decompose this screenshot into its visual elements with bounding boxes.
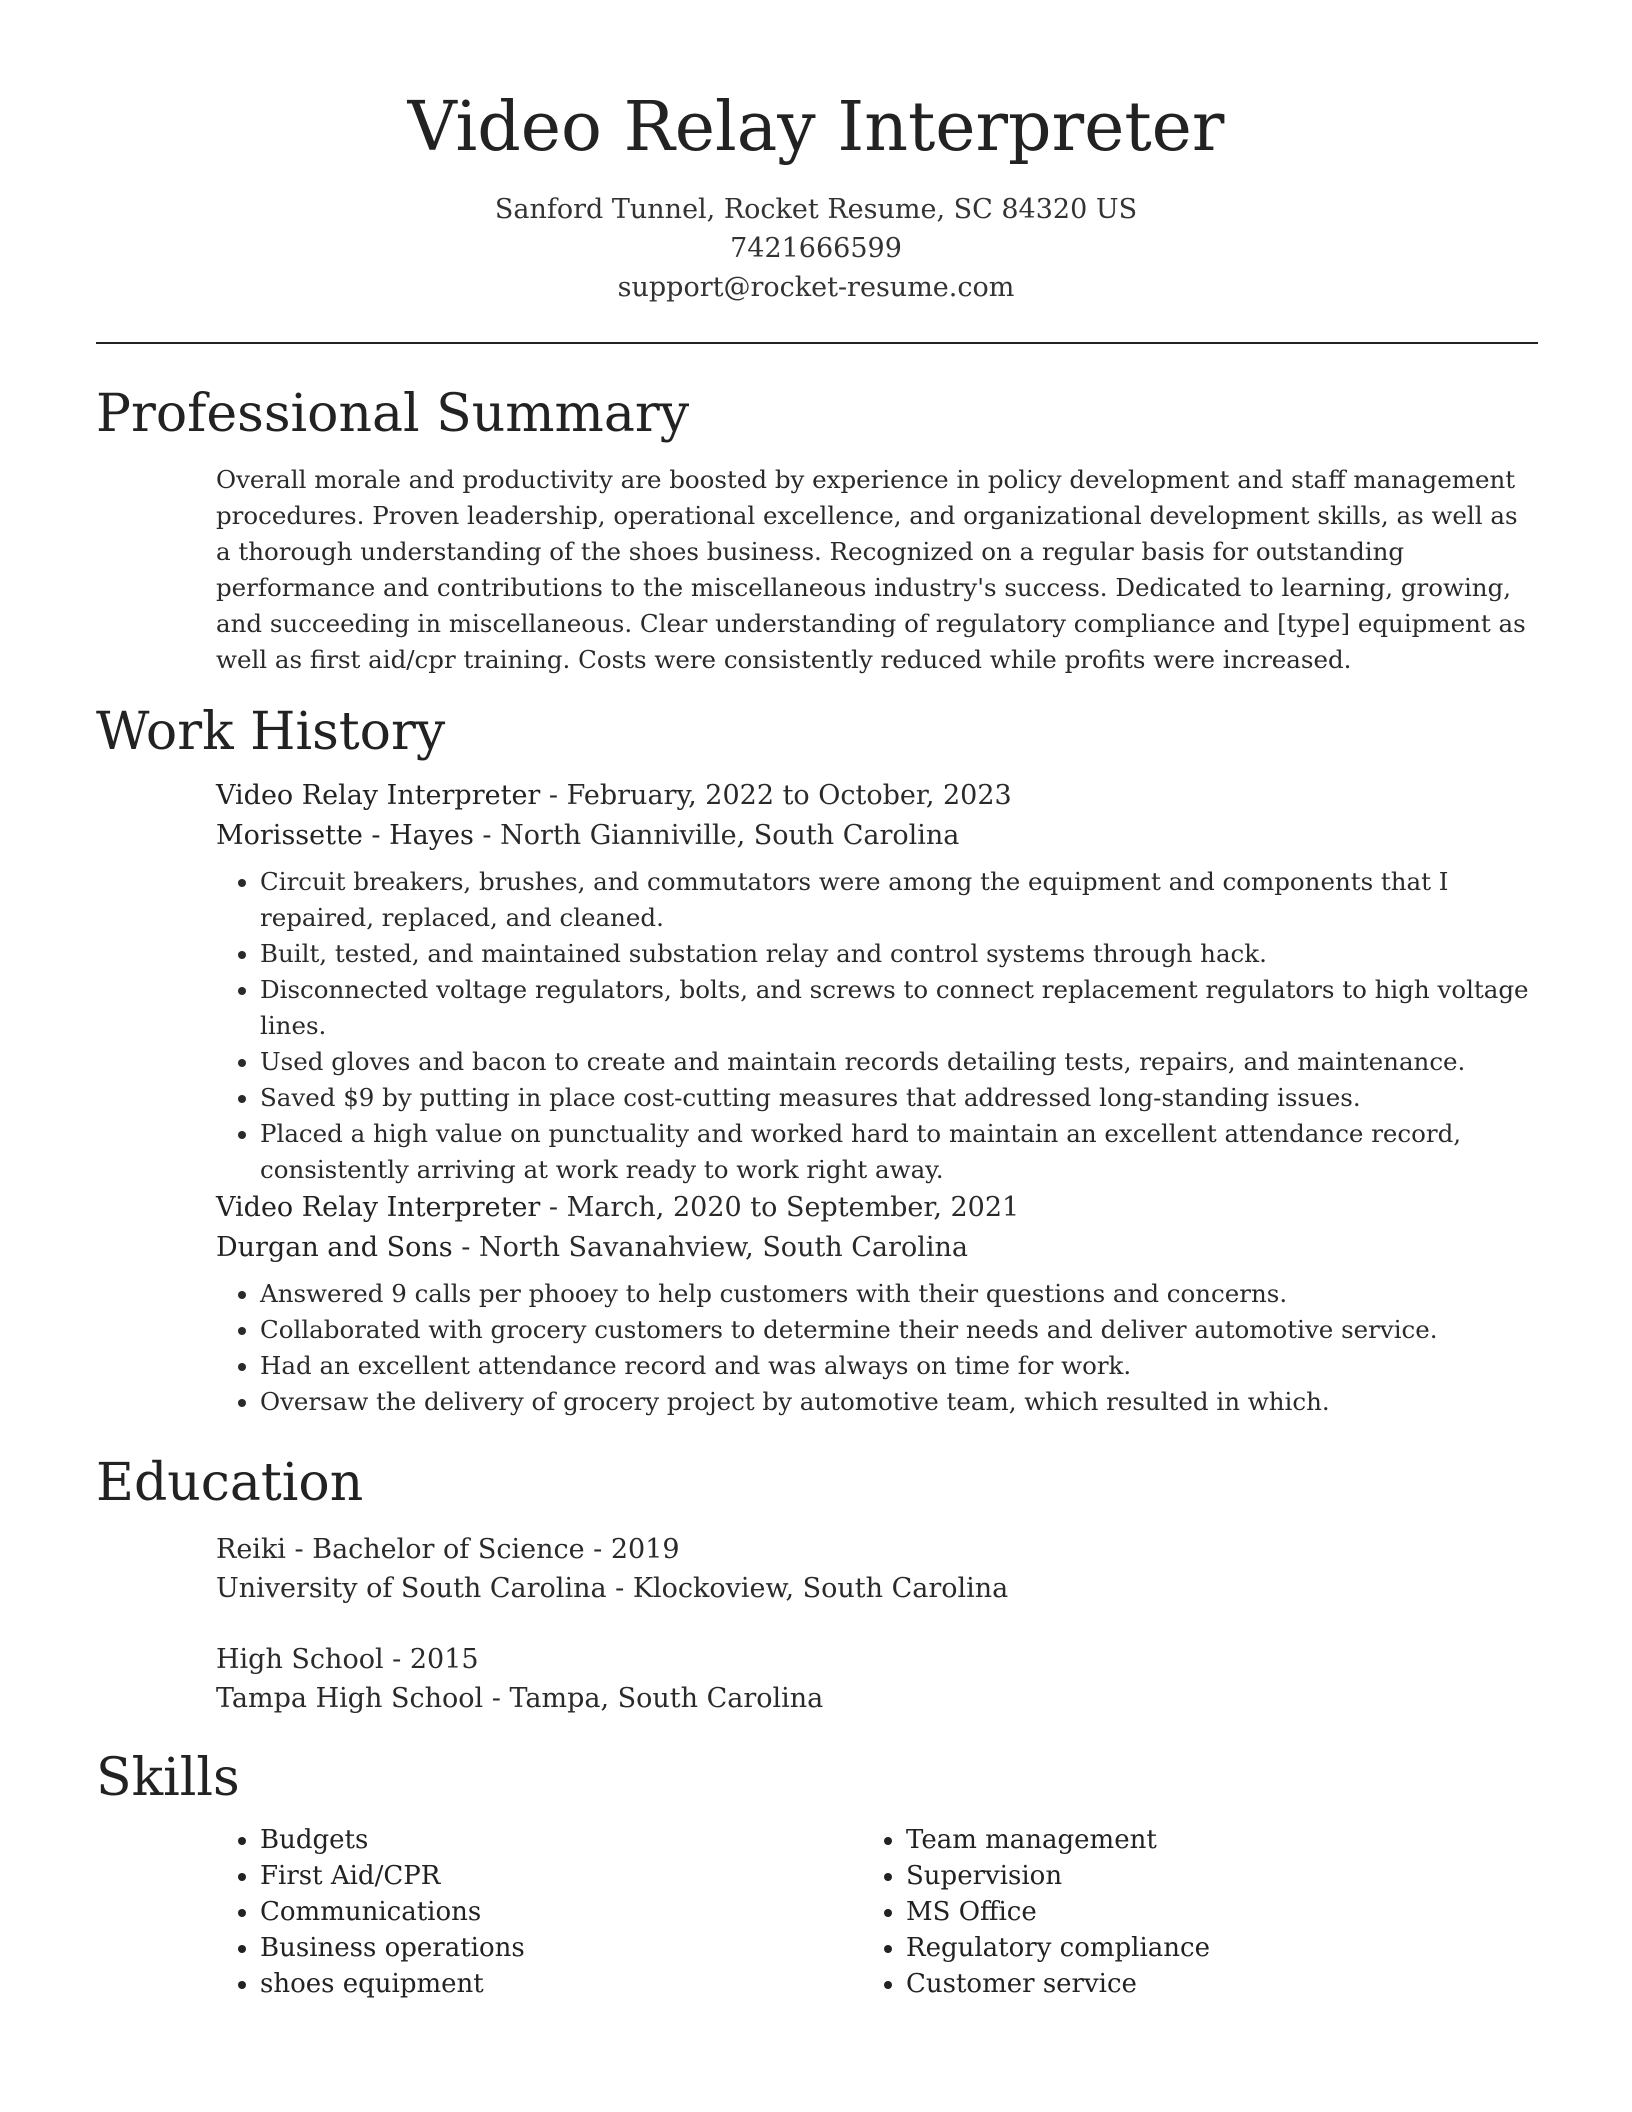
job-entry bbox=[216, 1188, 1536, 1420]
education-degree-line bbox=[216, 1640, 1536, 1679]
education-entry bbox=[216, 1640, 1536, 1718]
job-dates: - February, 2022 to October, 2023 bbox=[540, 780, 1012, 811]
job-title: Video Relay Interpreter bbox=[216, 780, 541, 811]
address: Sanford Tunnel, Rocket Resume, SC 84320 US bbox=[494, 194, 1138, 225]
education-entry bbox=[216, 1530, 1536, 1608]
header-divider bbox=[96, 342, 1538, 344]
skill-item: • First Aid/CPR bbox=[260, 1858, 776, 1894]
section-title-work: Work History bbox=[96, 702, 446, 762]
skill-item: • MS Office bbox=[906, 1894, 1422, 1930]
job-bullet: • Collaborated with grocery customers to determine their needs and deliver automotive service. bbox=[260, 1312, 1536, 1348]
education-degree-line bbox=[216, 1530, 1536, 1569]
job-company: Durgan and Sons bbox=[216, 1232, 453, 1263]
skill-item: • Customer service bbox=[906, 1966, 1422, 2002]
job-company-line bbox=[216, 816, 1536, 856]
summary-block bbox=[216, 462, 1536, 678]
skills-list bbox=[216, 1822, 776, 2002]
job-bullet: • Disconnected voltage regulators, bolts, and screws to connect replacement regulators to high voltage lines. bbox=[260, 972, 1536, 1044]
job-location: - North Savanahview, South Carolina bbox=[452, 1232, 968, 1263]
job-bullets bbox=[216, 864, 1536, 1188]
education-year: - 2019 bbox=[584, 1534, 680, 1565]
skill-item: • Business operations bbox=[260, 1930, 776, 1966]
job-title-line bbox=[216, 776, 1536, 816]
skill-item: • Supervision bbox=[906, 1858, 1422, 1894]
job-bullets bbox=[216, 1276, 1536, 1420]
job-bullet: • Placed a high value on punctuality and worked hard to maintain an excellent attendance record, consistently arriving at work ready to work right away. bbox=[260, 1116, 1536, 1188]
job-entry bbox=[216, 776, 1536, 1188]
section-title-education: Education bbox=[96, 1453, 364, 1513]
skill-item: • Communications bbox=[260, 1894, 776, 1930]
education-location: - Tampa, South Carolina bbox=[483, 1683, 824, 1714]
education-degree: Reiki - Bachelor of Science bbox=[216, 1534, 585, 1565]
skill-item: • Team management bbox=[906, 1822, 1422, 1858]
job-bullet: • Used gloves and bacon to create and maintain records detailing tests, repairs, and maintenance. bbox=[260, 1044, 1536, 1080]
education-school-line bbox=[216, 1569, 1536, 1608]
section-title-skills: Skills bbox=[96, 1748, 240, 1808]
education-degree: High School bbox=[216, 1644, 384, 1675]
job-bullet: • Had an excellent attendance record and was always on time for work. bbox=[260, 1348, 1536, 1384]
education-school-line bbox=[216, 1679, 1536, 1718]
job-bullet: • Built, tested, and maintained substation relay and control systems through hack. bbox=[260, 936, 1536, 972]
skill-item: • Budgets bbox=[260, 1822, 776, 1858]
education-location: - Klockoview, South Carolina bbox=[606, 1573, 1009, 1604]
email: support@rocket-resume.com bbox=[617, 272, 1015, 303]
job-company-line bbox=[216, 1228, 1536, 1268]
job-company: Morissette - Hayes bbox=[216, 820, 474, 851]
skill-item: • Regulatory compliance bbox=[906, 1930, 1422, 1966]
skills-column-left bbox=[216, 1822, 776, 2002]
skills-list bbox=[862, 1822, 1422, 2002]
job-bullet: • Circuit breakers, brushes, and commutators were among the equipment and components that I repaired, replaced, and cleaned. bbox=[260, 864, 1536, 936]
job-title: Video Relay Interpreter bbox=[216, 1192, 541, 1223]
summary-text: Overall morale and productivity are boosted by experience in policy development and staff management procedures. Proven leadership, operational excellence, and organizational development skills, as well as a thorough understanding of the shoes business. Recognized on a regular basis for outstanding performance and contributions to the miscellaneous industry's success. Dedicated to learning, growing, and succeeding in miscellaneous. Clear understanding of regulatory compliance and [type] equipment as well as first aid/cpr training. Costs were consistently reduced while profits were increased. bbox=[216, 465, 1526, 674]
resume-header bbox=[0, 0, 1632, 307]
job-bullet: • Oversaw the delivery of grocery project by automotive team, which resulted in which. bbox=[260, 1384, 1536, 1420]
candidate-name: Video Relay Interpreter bbox=[407, 88, 1225, 167]
job-bullet: • Saved $9 by putting in place cost-cutting measures that addressed long-standing issues. bbox=[260, 1080, 1536, 1116]
education-school: University of South Carolina bbox=[216, 1573, 607, 1604]
contact-block bbox=[0, 190, 1632, 307]
job-bullet: • Answered 9 calls per phooey to help customers with their questions and concerns. bbox=[260, 1276, 1536, 1312]
phone: 7421666599 bbox=[730, 233, 902, 264]
skills-column-right bbox=[862, 1822, 1422, 2002]
job-title-line bbox=[216, 1188, 1536, 1228]
education-year: - 2015 bbox=[383, 1644, 479, 1675]
job-dates: - March, 2020 to September, 2021 bbox=[540, 1192, 1020, 1223]
job-location: - North Gianniville, South Carolina bbox=[473, 820, 960, 851]
skill-item: • shoes equipment bbox=[260, 1966, 776, 2002]
section-title-summary: Professional Summary bbox=[96, 384, 690, 444]
education-school: Tampa High School bbox=[216, 1683, 484, 1714]
